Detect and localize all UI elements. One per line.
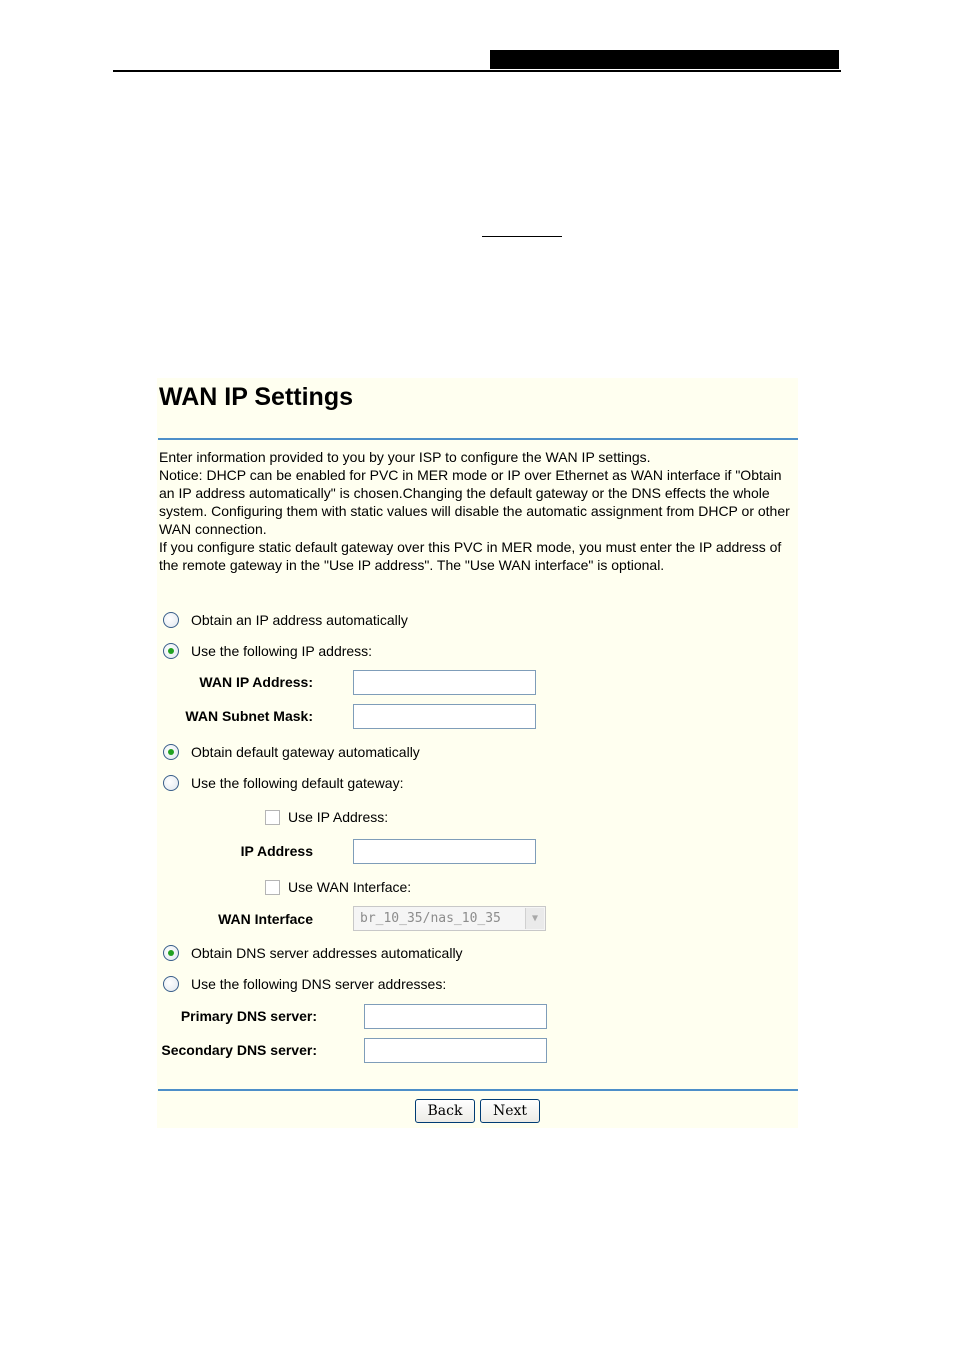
use-ip-checkbox[interactable] [265, 810, 280, 825]
next-button[interactable]: Next [480, 1099, 540, 1123]
dns-auto-label: Obtain DNS server addresses automatically [191, 945, 463, 961]
wan-mask-label: WAN Subnet Mask: [185, 708, 313, 724]
dns-auto-radio[interactable] [163, 945, 179, 961]
use-wan-option[interactable] [265, 878, 411, 896]
wan-interface-select[interactable] [353, 906, 546, 931]
use-ip-option[interactable] [265, 808, 388, 826]
dns-auto-option[interactable] [163, 943, 463, 963]
secondary-dns-input[interactable] [364, 1038, 547, 1063]
ip-manual-label: Use the following IP address: [191, 643, 373, 659]
page-title: WAN IP Settings [159, 383, 354, 411]
use-wan-checkbox[interactable] [265, 880, 280, 895]
blank-underline [482, 236, 562, 237]
wan-mask-input[interactable] [353, 704, 536, 729]
back-button[interactable]: Back [415, 1099, 475, 1123]
wan-ip-label: WAN IP Address: [199, 674, 313, 690]
bottom-divider [158, 1089, 798, 1091]
header-bar [490, 50, 839, 69]
gateway-auto-option[interactable] [163, 742, 420, 762]
ip-auto-radio[interactable] [163, 612, 179, 628]
primary-dns-input[interactable] [364, 1004, 547, 1029]
intro-text: Enter information provided to you by your ISP to configure the WAN IP settings. Notice: DHCP can be enabled for PVC in MER mode or IP over Ethernet as WAN interface if "Obtain an IP address automatically" is chosen.Changing the default gateway or the DNS effects the whole system. Configuring them with static values will disable the automatic assignment from DHCP or other WAN connection. If you configure static default gateway over this PVC in MER mode, you must enter the IP address of the remote gateway in the "Use IP address". The "Use WAN interface" is optional. [159, 449, 790, 573]
secondary-dns-label: Secondary DNS server: [161, 1042, 317, 1058]
ip-auto-option[interactable] [163, 610, 408, 630]
gateway-auto-label: Obtain default gateway automatically [191, 744, 420, 760]
header-rule [113, 70, 841, 72]
use-wan-label: Use WAN Interface: [288, 879, 412, 895]
dns-manual-label: Use the following DNS server addresses: [191, 976, 447, 992]
wan-interface-label: WAN Interface [218, 911, 313, 927]
ip-manual-option[interactable] [163, 641, 372, 661]
dns-manual-option[interactable] [163, 974, 446, 994]
primary-dns-label: Primary DNS server: [180, 1008, 317, 1024]
dns-manual-radio[interactable] [163, 976, 179, 992]
wan-interface-value: br_10_35/nas_10_35 [360, 911, 501, 926]
top-divider [158, 438, 798, 440]
gateway-manual-option[interactable] [163, 773, 403, 793]
wan-ip-input[interactable] [353, 670, 536, 695]
gateway-manual-label: Use the following default gateway: [191, 775, 404, 791]
gateway-ip-input[interactable] [353, 839, 536, 864]
ip-auto-label: Obtain an IP address automatically [191, 612, 408, 628]
chevron-down-icon[interactable]: ▼ [525, 908, 544, 929]
gateway-manual-radio[interactable] [163, 775, 179, 791]
ip-manual-radio[interactable] [163, 643, 179, 659]
gateway-auto-radio[interactable] [163, 744, 179, 760]
use-ip-label: Use IP Address: [288, 809, 389, 825]
gateway-ip-label: IP Address [240, 843, 313, 859]
